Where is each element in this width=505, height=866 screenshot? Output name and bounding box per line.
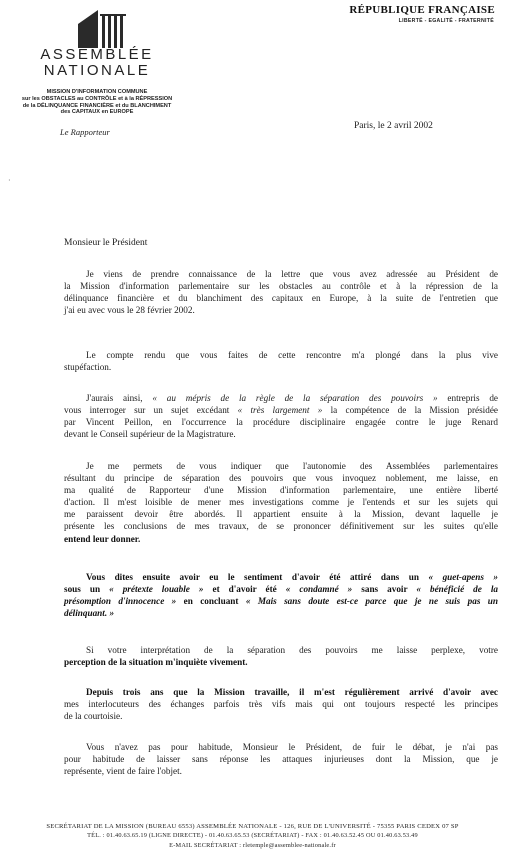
footer-email: E-MAIL SECRÉTARIAT : rletemple@assemblee-nationale.fr bbox=[169, 842, 336, 849]
assembly-name-line2: NATIONALE bbox=[43, 62, 151, 79]
text-line: perception de la situation m'inquiète vivement. bbox=[64, 657, 248, 668]
text-line: vous interroger sur un sujet excédant « très largement » la compétence de la Mission présidée bbox=[64, 405, 498, 416]
paragraph-4 bbox=[64, 460, 498, 545]
assembly-logo-icon bbox=[78, 10, 128, 48]
text-line: pour habitude de laisser sans réponse les attaques injurieuses dont la Mission, que je bbox=[64, 754, 498, 765]
mission-line: des CAPITAUX en EUROPE bbox=[60, 109, 134, 116]
paragraph-7 bbox=[64, 686, 498, 722]
text-line: ma qualité de Rapporteur d'une Mission d'information parlementaire, une entière liberté bbox=[64, 485, 498, 496]
text-line: d'action. Il m'est loisible de mener mes investigations comme je l'entends et sur les sujets qui bbox=[64, 497, 498, 508]
text-line: Vous dites ensuite avoir eu le sentiment d'avoir été attiré dans un « guet-apens » bbox=[86, 572, 499, 582]
text-line: Je me permets de vous indiquer que l'autonomie des Assemblées parlementaires bbox=[86, 461, 498, 471]
republic-motto: LIBERTÉ - EGALITÉ - FRATERNITÉ bbox=[398, 18, 494, 24]
text-line: résultant du principe de séparation des pouvoirs que vous invoquez noblement, me laisse, en bbox=[64, 473, 498, 484]
mission-title bbox=[4, 89, 190, 116]
text-line: délinquance financière et du blanchiment des capitaux en Europe, à la suite de l'entretien que bbox=[64, 293, 498, 304]
text-line: Si votre interprétation de la séparation des pouvoirs me laisse perplexe, votre bbox=[86, 645, 498, 655]
text-line: Le compte rendu que vous faites de cette rencontre m'a plongé dans la plus vive bbox=[86, 350, 498, 360]
text-line: sous un « prétexte louable » et d'avoir été « condamné » sans avoir « bénéficié de la bbox=[64, 584, 498, 595]
paragraph-2 bbox=[64, 349, 498, 373]
text-line: de la courtoisie. bbox=[64, 711, 123, 722]
footer-address: SECRÉTARIAT DE LA MISSION (BUREAU 6553) ASSEMBLÉE NATIONALE - 126, RUE DE L'UNIVERSITÉ - 75355 PARIS CEDEX 07 SP bbox=[46, 823, 459, 830]
text-line: Depuis trois ans que la Mission travaille, il m'est régulièrement arrivé d'avoir avec bbox=[86, 687, 498, 697]
margin-mark: · bbox=[8, 176, 11, 185]
sender-role: Le Rapporteur bbox=[60, 127, 110, 137]
text-line: par Vincent Peillon, en l'occurrence la procédure disciplinaire engagée contre le juge Renard bbox=[64, 417, 498, 428]
text-line: Je viens de prendre connaissance de la lettre que vous avez adressée au Président de bbox=[86, 269, 498, 279]
text-line: présomption d'innocence » en concluant « Mais sans doute est-ce parce que je ne suis pas un bbox=[64, 596, 498, 607]
text-line: présente les conclusions de mes travaux, de se prononcer définitivement sur les suites qu'elle bbox=[64, 521, 498, 532]
mission-line: MISSION D'INFORMATION COMMUNE bbox=[46, 89, 148, 95]
text-line: délinquant. » bbox=[64, 608, 115, 619]
paragraph-6 bbox=[64, 644, 498, 668]
text-line: me paraissent devoir être abordés. Il appartient ensuite à la Mission, devant laquelle je bbox=[64, 509, 498, 520]
footer-phone: TÉL. : 01.40.63.65.19 (LIGNE DIRECTE) - 01.40.63.65.53 (SECRÉTARIAT) - FAX : 01.40.63.52.45 OU 01.40.63.53.49 bbox=[87, 832, 418, 839]
text-line: représente, vient de faire l'objet. bbox=[64, 766, 182, 777]
letter-date: Paris, le 2 avril 2002 bbox=[354, 121, 433, 131]
text-line: mes interlocuteurs des échanges parfois très vifs mais qui ont toujours respecté les principes bbox=[64, 699, 498, 710]
text-line: j'ai eu avec vous le 28 février 2002. bbox=[64, 305, 195, 316]
assembly-name-line1: ASSEMBLÉE bbox=[40, 46, 154, 63]
mission-line: de la DÉLINQUANCE FINANCIÈRE et du BLANCHIMENT bbox=[22, 102, 172, 109]
text-line: entend leur donner. bbox=[64, 533, 141, 544]
paragraph-5 bbox=[64, 571, 498, 619]
paragraph-1 bbox=[64, 268, 498, 316]
republic-heading: RÉPUBLIQUE FRANÇAISE bbox=[349, 4, 495, 16]
text-line: la Mission d'information parlementaire sur les obstacles au contrôle et à la répression de la bbox=[64, 281, 498, 292]
salutation: Monsieur le Président bbox=[64, 238, 148, 248]
text-line: Vous n'avez pas pour habitude, Monsieur le Président, de fuir le débat, je n'ai pas bbox=[86, 742, 498, 752]
mission-line: sur les OBSTACLES au CONTRÔLE et à la RÉPRESSION bbox=[21, 95, 173, 102]
text-line: devant le Conseil supérieur de la Magistrature. bbox=[64, 429, 236, 440]
text-line: stupéfaction. bbox=[64, 362, 112, 373]
paragraph-8 bbox=[64, 741, 498, 777]
paragraph-3 bbox=[64, 392, 498, 440]
text-line: J'aurais ainsi, « au mépris de la règle de la séparation des pouvoirs » entrepris de bbox=[86, 393, 498, 403]
